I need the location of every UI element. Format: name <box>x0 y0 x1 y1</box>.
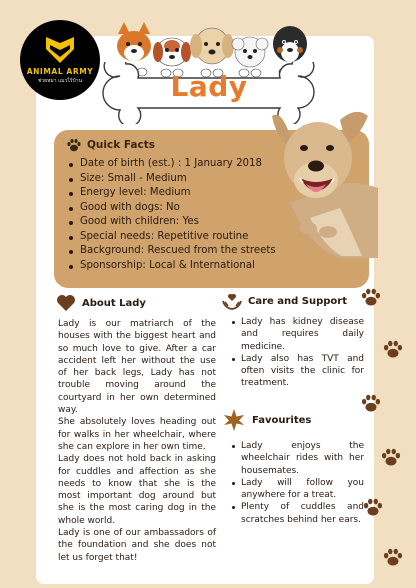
favourite-item: Lady enjoys the wheelchair rides with her housemates. <box>230 440 364 477</box>
fact-item: Good with children: Yes <box>68 215 359 230</box>
fact-item: Background: Rescued from the streets <box>68 244 359 259</box>
paw-print-icon <box>382 338 404 360</box>
about-text <box>58 318 216 564</box>
fact-item: Size: Small - Medium <box>68 172 359 187</box>
paw-print-icon <box>380 446 402 468</box>
shield-icon <box>43 35 77 65</box>
dog-name-title: Lady <box>170 70 248 103</box>
paw-icon <box>66 138 82 152</box>
logo-tagline: ช่วยหมา แมวไร้บ้าน <box>37 78 83 84</box>
dog-photo <box>270 108 378 258</box>
fact-item: Date of birth (est.) : 1 January 2018 <box>68 157 359 172</box>
about-paragraph: Lady is one of our ambassadors of the foundation and she does not let us forget that! <box>58 528 216 563</box>
fact-item: Sponsorship: Local & International <box>68 259 359 274</box>
care-heading: Care and Support <box>248 295 348 307</box>
care-list <box>230 316 364 390</box>
fact-item: Good with dogs: No <box>68 201 359 216</box>
animal-army-logo <box>20 20 100 100</box>
about-heading: About Lady <box>82 297 146 309</box>
about-paragraph: She absolutely loves heading out for walks in her wheelchair, where she can explore in her own time. <box>58 417 216 452</box>
star-icon <box>222 408 246 432</box>
about-paragraph: Lady does not hold back in asking for cuddles and affection as she needs to know that she is the most important dog around but she is the most caring dog in the whole world. <box>58 454 216 526</box>
favourite-item: Lady will follow you anywhere for a treat. <box>230 477 364 502</box>
caring-hands-icon <box>222 292 242 310</box>
paw-print-icon <box>360 392 382 414</box>
favourite-item: Plenty of cuddles and scratches behind her ears. <box>230 501 364 526</box>
care-item: Lady also has TVT and often visits the clinic for treatment. <box>230 353 364 390</box>
about-paragraph: Lady is our matriarch of the houses with the biggest heart and so much love to give. After a car accident left her without the use of her back legs, Lady has not trouble moving around the courtyard in her own determined way. <box>58 319 216 416</box>
quick-facts-heading: Quick Facts <box>87 139 155 151</box>
care-item: Lady has kidney disease and requires daily medicine. <box>230 316 364 353</box>
paw-print-icon <box>382 546 404 568</box>
favourites-header <box>222 408 311 432</box>
care-header <box>222 292 347 310</box>
paw-print-icon <box>362 496 384 518</box>
heart-icon <box>56 294 76 312</box>
about-header <box>56 294 146 312</box>
fact-item: Special needs: Repetitive routine <box>68 230 359 245</box>
fact-item: Energy level: Medium <box>68 186 359 201</box>
logo-brand: ANIMAL ARMY <box>26 67 94 76</box>
favourites-heading: Favourites <box>252 414 312 426</box>
favourites-list <box>230 440 364 526</box>
paw-print-icon <box>360 286 382 308</box>
